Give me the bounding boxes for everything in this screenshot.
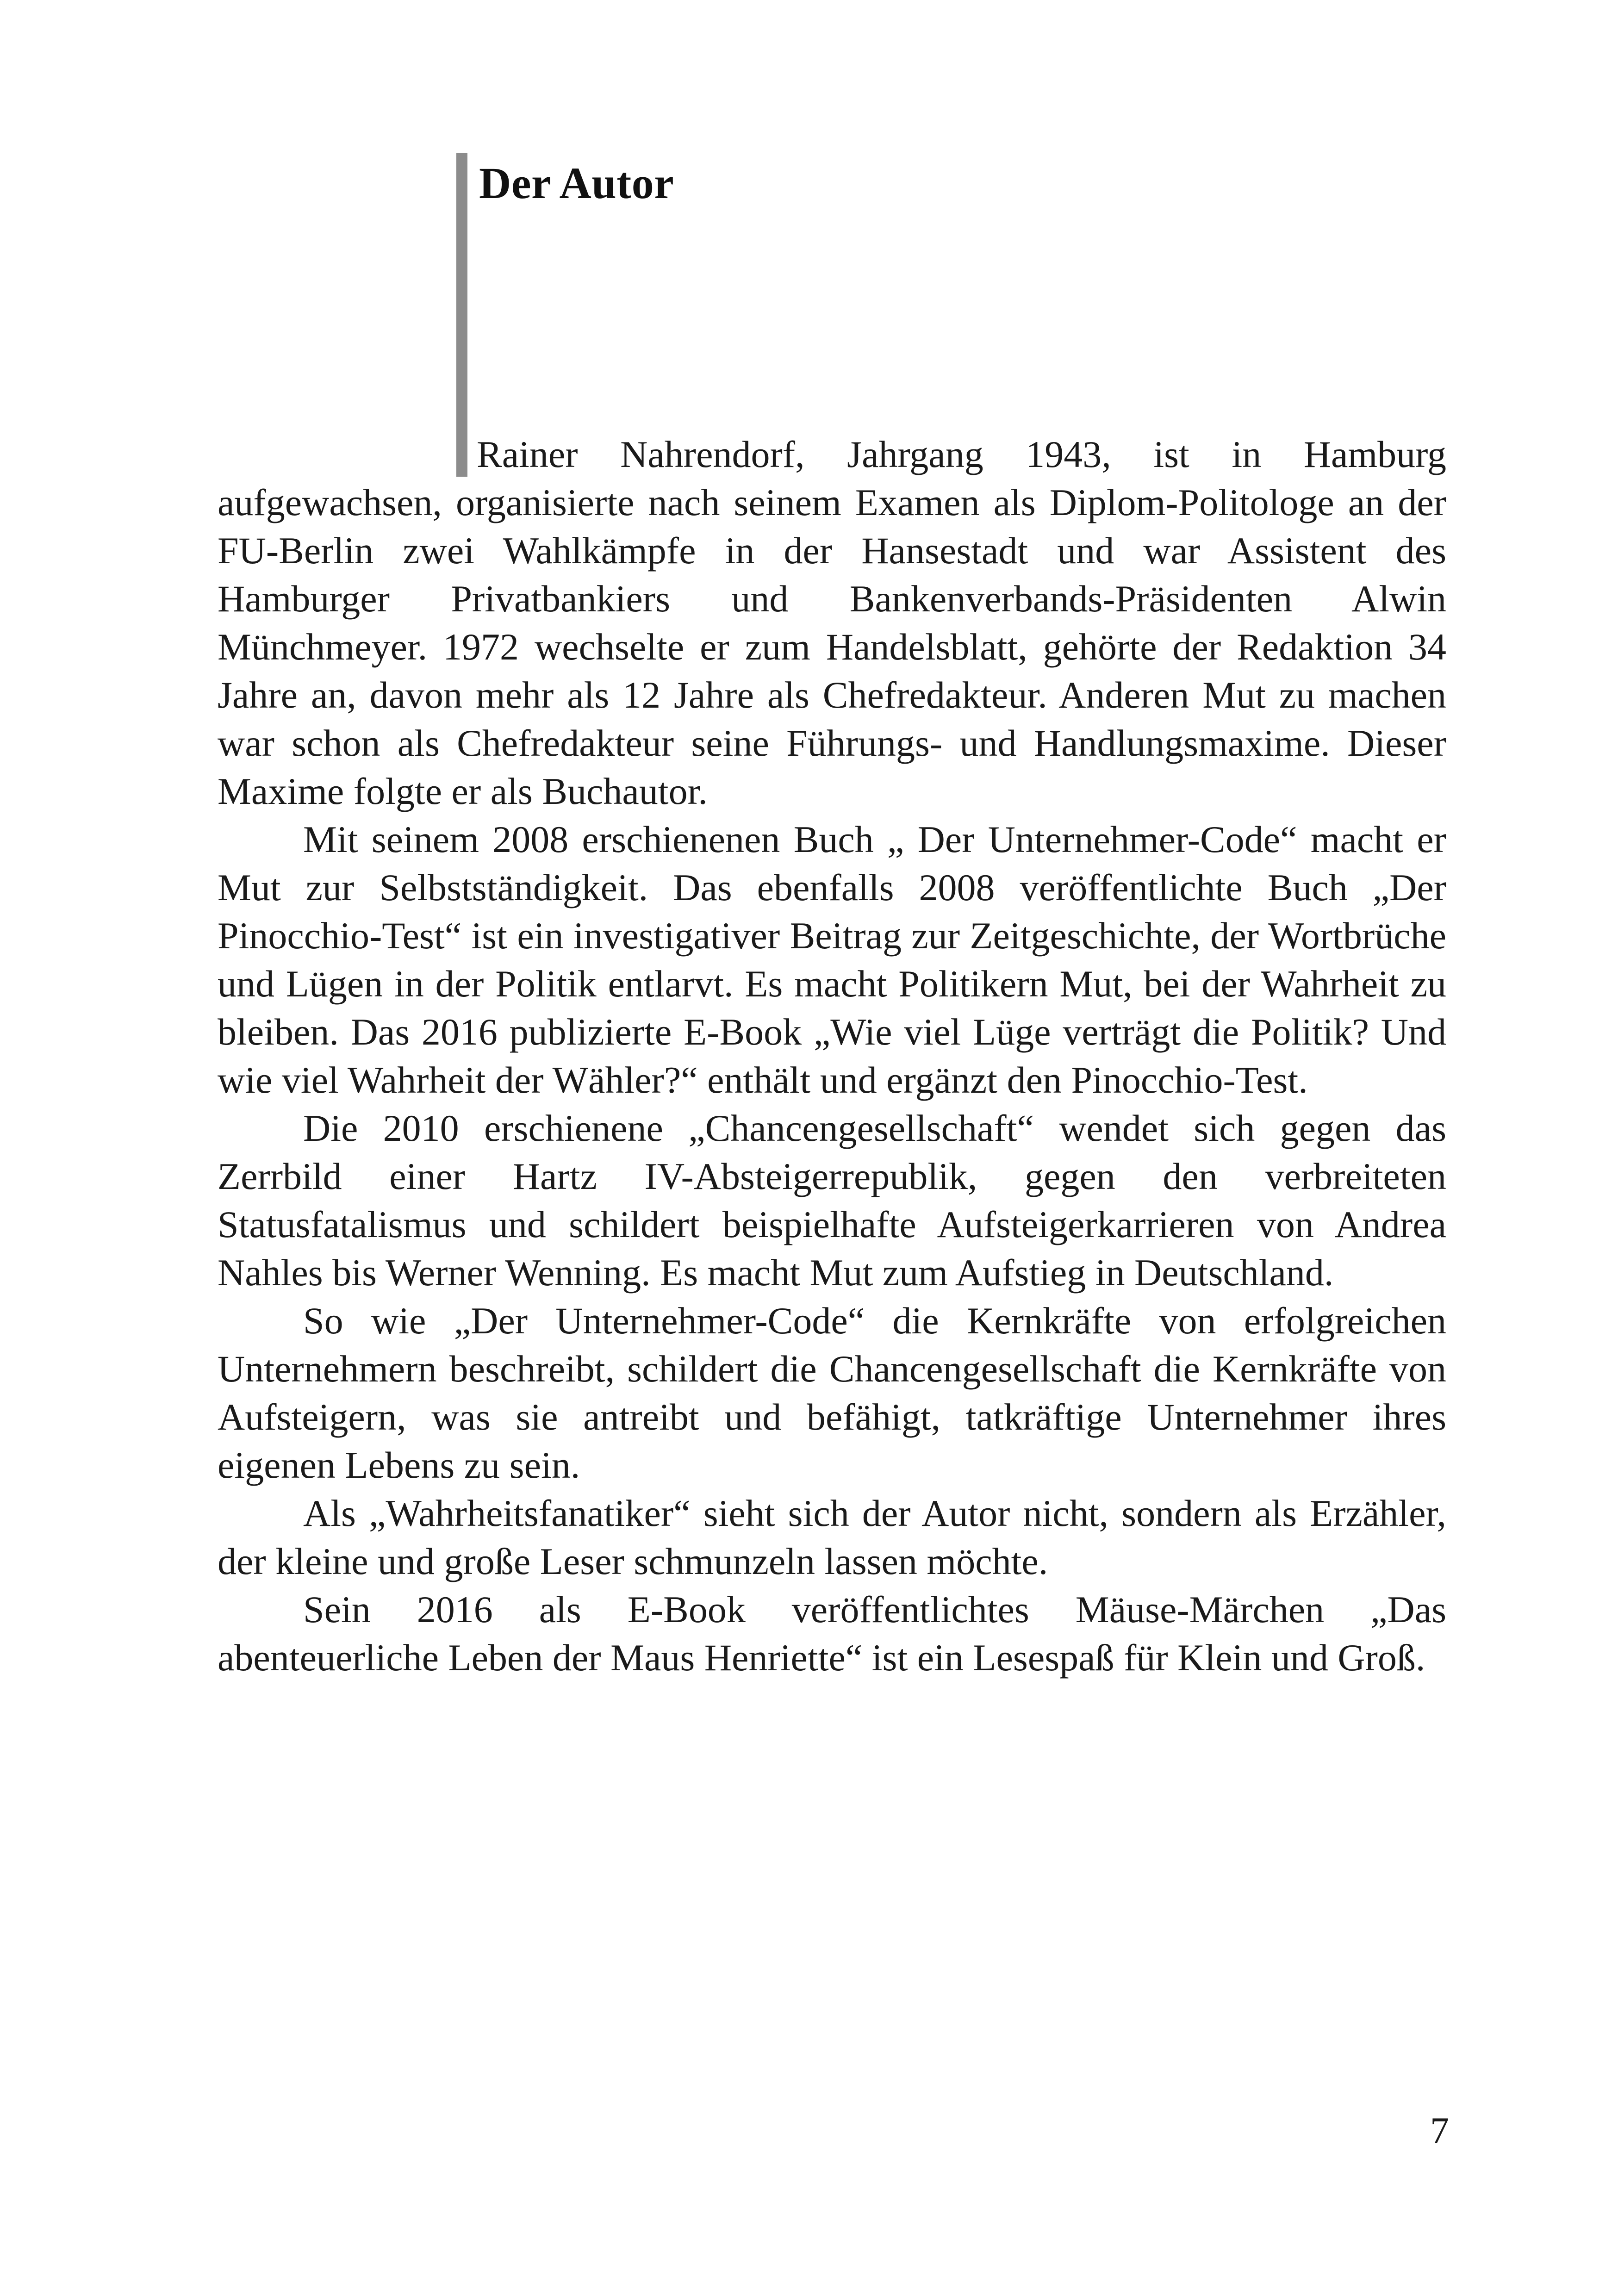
paragraph-maeuse-maerchen: Sein 2016 als E-Book veröffentlichtes Mäuse-Märchen „Das abenteuerliche Leben der Maus Henriette“ ist ein Lesespaß für Klein und Groß. <box>218 1588 1446 1679</box>
paragraph-biography: Rainer Nahrendorf, Jahrgang 1943, ist in Hamburg aufgewachsen, organisierte nach seinem Examen als Diplom-Politologe an der FU-Berlin zwei Wahlkämpfe in der Hansestadt und war Assistent des Hamburger Privatbankiers und Bankenverbands-Präsidenten Alwin Münchmeyer. 1972 wechselte er zum Handelsblatt, gehörte der Redaktion 34 Jahre an, davon mehr als 12 Jahre als Chefredakteur. Anderen Mut zu machen war schon als Chefredakteur seine Führungs- und Handlungsmaxime. Dieser Maxime folgte er als Buchautor. <box>218 433 1446 812</box>
paragraph-chancengesellschaft: Die 2010 erschienene „Chancengesellschaft“ wendet sich gegen das Zerrbild einer Hartz IV-Absteigerrepublik, gegen den verbreiteten Statusfatalismus und schildert beispielhafte Aufsteigerkarrieren von Andrea Nahles bis Werner Wenning. Es macht Mut zum Aufstieg in Deutschland. <box>218 1107 1446 1294</box>
page-number: 7 <box>1430 2109 1449 2152</box>
chapter-heading: Der Autor <box>479 158 674 208</box>
chapter-accent-bar <box>456 153 467 477</box>
paragraph-books-2008: Mit seinem 2008 erschienenen Buch „ Der Unternehmer-Code“ macht er Mut zur Selbstständigkeit. Das ebenfalls 2008 veröffentlichte Buch „Der Pinocchio-Test“ ist ein investigativer Beitrag zur Zeitgeschichte, der Wortbrüche und Lügen in der Politik entlarvt. Es macht Politikern Mut, bei der Wahrheit zu bleiben. Das 2016 publizierte E-Book „Wie viel Lüge verträgt die Politik? Und wie viel Wahrheit der Wähler?“ enthält und ergänzt den Pinocchio-Test. <box>218 818 1446 1101</box>
paragraph-erzaehler: Als „Wahrheitsfanatiker“ sieht sich der Autor nicht, sondern als Erzähler, der kleine und große Leser schmunzeln lassen möchte. <box>218 1492 1446 1582</box>
paragraph-kernkraefte: So wie „Der Unternehmer-Code“ die Kernkräfte von erfolgreichen Unternehmern beschreibt, schildert die Chancengesellschaft die Kernkräfte von Aufsteigern, was sie antreibt und befähigt, tatkräftige Unternehmer ihres eigenen Lebens zu sein. <box>218 1300 1446 1486</box>
body-text <box>218 430 1446 1682</box>
